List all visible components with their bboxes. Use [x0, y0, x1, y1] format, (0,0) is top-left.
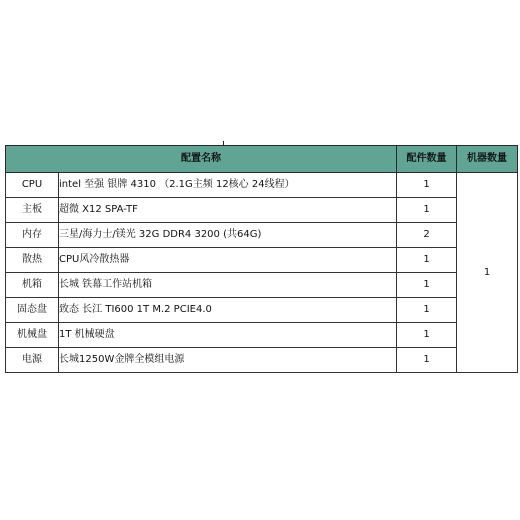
category-cell[interactable]: 机械盘	[6, 323, 59, 348]
description-cell[interactable]: intel 至强 银牌 4310 （2.1G主频 12核心 24线程）	[59, 173, 397, 198]
table-row	[6, 298, 518, 323]
description-cell[interactable]: CPU风冷散热器	[59, 248, 397, 273]
part-qty-cell[interactable]: 1	[397, 198, 457, 223]
description-cell[interactable]: 长城 铁幕工作站机箱	[59, 273, 397, 298]
table-row	[6, 173, 518, 198]
category-cell[interactable]: 主板	[6, 198, 59, 223]
table-row	[6, 198, 518, 223]
table-row	[6, 248, 518, 273]
description-cell[interactable]: 致态 长江 TI600 1T M.2 PCIE4.0	[59, 298, 397, 323]
part-qty-cell[interactable]: 1	[397, 298, 457, 323]
table-row	[6, 273, 518, 298]
part-qty-cell[interactable]: 2	[397, 223, 457, 248]
header-part-qty[interactable]: 配件数量	[397, 146, 457, 173]
category-cell[interactable]: CPU	[6, 173, 59, 198]
part-qty-cell[interactable]: 1	[397, 348, 457, 373]
table-row	[6, 323, 518, 348]
category-cell[interactable]: 固态盘	[6, 298, 59, 323]
category-cell[interactable]: 机箱	[6, 273, 59, 298]
category-cell[interactable]: 散热	[6, 248, 59, 273]
header-machine-qty[interactable]: 机器数量	[457, 146, 518, 173]
part-qty-cell[interactable]: 1	[397, 273, 457, 298]
category-cell[interactable]: 电源	[6, 348, 59, 373]
description-cell[interactable]: 长城1250W金牌全模组电源	[59, 348, 397, 373]
part-qty-cell[interactable]: 1	[397, 248, 457, 273]
part-qty-cell[interactable]: 1	[397, 173, 457, 198]
category-cell[interactable]: 内存	[6, 223, 59, 248]
table-row	[6, 223, 518, 248]
part-qty-cell[interactable]: 1	[397, 323, 457, 348]
description-cell[interactable]: 1T 机械硬盘	[59, 323, 397, 348]
config-table	[5, 145, 518, 373]
description-cell[interactable]: 超微 X12 SPA-TF	[59, 198, 397, 223]
description-cell[interactable]: 三星/海力士/镁光 32G DDR4 3200 (共64G)	[59, 223, 397, 248]
table-row	[6, 348, 518, 373]
machine-qty-cell[interactable]: 1	[457, 173, 518, 373]
header-config-name[interactable]: 配置名称	[6, 146, 397, 173]
header-row	[6, 146, 518, 173]
